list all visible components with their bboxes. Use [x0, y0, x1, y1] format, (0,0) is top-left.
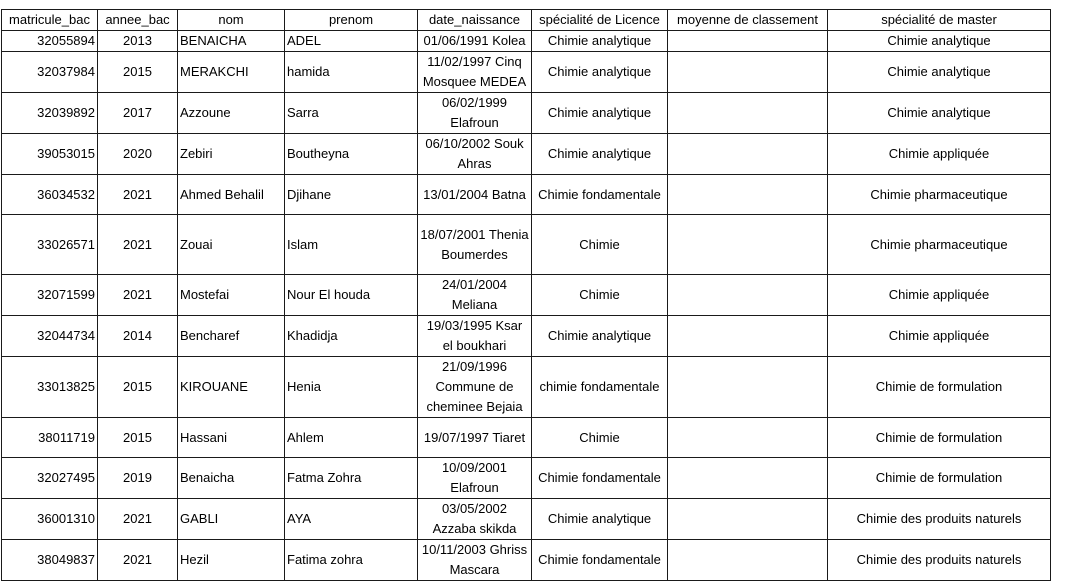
cell-prenom[interactable]: hamida — [285, 52, 418, 93]
cell-moyenne-classement[interactable] — [668, 134, 828, 175]
cell-nom[interactable]: Ahmed Behalil — [178, 175, 285, 215]
cell-date-naissance[interactable]: 24/01/2004 Meliana — [418, 275, 532, 316]
cell-specialite-master[interactable]: Chimie des produits naturels — [828, 499, 1051, 540]
cell-matricule-bac[interactable]: 39053015 — [2, 134, 98, 175]
cell-matricule-bac[interactable]: 32071599 — [2, 275, 98, 316]
cell-annee-bac[interactable]: 2015 — [98, 357, 178, 418]
cell-annee-bac[interactable]: 2014 — [98, 316, 178, 357]
table-row — [2, 52, 1051, 93]
cell-nom[interactable]: MERAKCHI — [178, 52, 285, 93]
cell-specialite-master[interactable]: Chimie de formulation — [828, 458, 1051, 499]
cell-nom[interactable]: Bencharef — [178, 316, 285, 357]
cell-annee-bac[interactable]: 2015 — [98, 52, 178, 93]
cell-specialite-master[interactable]: Chimie appliquée — [828, 316, 1051, 357]
cell-date-naissance[interactable]: 11/02/1997 Cinq Mosquee MEDEA — [418, 52, 532, 93]
cell-matricule-bac[interactable]: 32027495 — [2, 458, 98, 499]
cell-specialite-master[interactable]: Chimie de formulation — [828, 418, 1051, 458]
table-row — [2, 31, 1051, 52]
cell-date-naissance[interactable]: 19/03/1995 Ksar el boukhari — [418, 316, 532, 357]
cell-specialite-licence[interactable]: Chimie analytique — [532, 52, 668, 93]
cell-nom[interactable]: Hassani — [178, 418, 285, 458]
cell-matricule-bac[interactable]: 38049837 — [2, 540, 98, 581]
cell-specialite-licence[interactable]: Chimie fondamentale — [532, 540, 668, 581]
cell-moyenne-classement[interactable] — [668, 31, 828, 52]
cell-prenom[interactable]: Henia — [285, 357, 418, 418]
cell-matricule-bac[interactable]: 32044734 — [2, 316, 98, 357]
cell-moyenne-classement[interactable] — [668, 316, 828, 357]
cell-nom[interactable]: Azzoune — [178, 93, 285, 134]
cell-specialite-licence[interactable]: Chimie — [532, 275, 668, 316]
cell-moyenne-classement[interactable] — [668, 418, 828, 458]
cell-nom[interactable]: Mostefai — [178, 275, 285, 316]
students-table — [1, 9, 1051, 581]
table-row — [2, 275, 1051, 316]
cell-matricule-bac[interactable]: 32037984 — [2, 52, 98, 93]
cell-matricule-bac[interactable]: 32039892 — [2, 93, 98, 134]
cell-prenom[interactable]: Boutheyna — [285, 134, 418, 175]
table-row — [2, 316, 1051, 357]
column-header-specialite-master[interactable]: spécialité de master — [828, 10, 1051, 31]
cell-date-naissance[interactable]: 06/02/1999 Elafroun — [418, 93, 532, 134]
table-row — [2, 357, 1051, 418]
cell-date-naissance[interactable]: 18/07/2001 Thenia Boumerdes — [418, 215, 532, 275]
cell-annee-bac[interactable]: 2013 — [98, 31, 178, 52]
cell-specialite-licence[interactable]: Chimie analytique — [532, 499, 668, 540]
cell-prenom[interactable]: Islam — [285, 215, 418, 275]
column-header-prenom[interactable]: prenom — [285, 10, 418, 31]
cell-prenom[interactable]: Fatma Zohra — [285, 458, 418, 499]
cell-prenom[interactable]: Nour El houda — [285, 275, 418, 316]
cell-specialite-master[interactable]: Chimie pharmaceutique — [828, 215, 1051, 275]
table-row — [2, 215, 1051, 275]
cell-date-naissance[interactable]: 06/10/2002 Souk Ahras — [418, 134, 532, 175]
cell-matricule-bac[interactable]: 33026571 — [2, 215, 98, 275]
cell-nom[interactable]: BENAICHA — [178, 31, 285, 52]
cell-matricule-bac[interactable]: 38011719 — [2, 418, 98, 458]
table-row — [2, 499, 1051, 540]
cell-nom[interactable]: Benaicha — [178, 458, 285, 499]
cell-prenom[interactable]: AYA — [285, 499, 418, 540]
table-row — [2, 175, 1051, 215]
cell-specialite-licence[interactable]: Chimie — [532, 215, 668, 275]
cell-date-naissance[interactable]: 19/07/1997 Tiaret — [418, 418, 532, 458]
cell-specialite-master[interactable]: Chimie appliquée — [828, 275, 1051, 316]
cell-specialite-master[interactable]: Chimie de formulation — [828, 357, 1051, 418]
cell-moyenne-classement[interactable] — [668, 275, 828, 316]
cell-prenom[interactable]: Sarra — [285, 93, 418, 134]
cell-specialite-licence[interactable]: Chimie analytique — [532, 134, 668, 175]
column-header-specialite-licence[interactable]: spécialité de Licence — [532, 10, 668, 31]
cell-specialite-licence[interactable]: Chimie fondamentale — [532, 458, 668, 499]
cell-prenom[interactable]: Ahlem — [285, 418, 418, 458]
column-header-annee-bac[interactable]: annee_bac — [98, 10, 178, 31]
cell-matricule-bac[interactable]: 33013825 — [2, 357, 98, 418]
cell-specialite-master[interactable]: Chimie analytique — [828, 31, 1051, 52]
cell-specialite-licence[interactable]: Chimie analytique — [532, 316, 668, 357]
cell-date-naissance[interactable]: 01/06/1991 Kolea — [418, 31, 532, 52]
cell-annee-bac[interactable]: 2021 — [98, 175, 178, 215]
column-header-matricule-bac[interactable]: matricule_bac — [2, 10, 98, 31]
cell-nom[interactable]: Zouai — [178, 215, 285, 275]
cell-specialite-master[interactable]: Chimie appliquée — [828, 134, 1051, 175]
cell-nom[interactable]: Zebiri — [178, 134, 285, 175]
cell-specialite-licence[interactable]: Chimie analytique — [532, 31, 668, 52]
header-row — [2, 10, 1051, 31]
cell-moyenne-classement[interactable] — [668, 175, 828, 215]
cell-prenom[interactable]: Khadidja — [285, 316, 418, 357]
cell-moyenne-classement[interactable] — [668, 52, 828, 93]
cell-nom[interactable]: Hezil — [178, 540, 285, 581]
cell-matricule-bac[interactable]: 32055894 — [2, 31, 98, 52]
cell-specialite-licence[interactable]: Chimie — [532, 418, 668, 458]
cell-annee-bac[interactable]: 2021 — [98, 540, 178, 581]
cell-annee-bac[interactable]: 2020 — [98, 134, 178, 175]
cell-moyenne-classement[interactable] — [668, 93, 828, 134]
cell-specialite-master[interactable]: Chimie analytique — [828, 93, 1051, 134]
cell-annee-bac[interactable]: 2019 — [98, 458, 178, 499]
cell-date-naissance[interactable]: 13/01/2004 Batna — [418, 175, 532, 215]
table-row — [2, 540, 1051, 581]
column-header-date-naissance[interactable]: date_naissance — [418, 10, 532, 31]
cell-date-naissance[interactable]: 21/09/1996 Commune de cheminee Bejaia — [418, 357, 532, 418]
table-row — [2, 418, 1051, 458]
cell-prenom[interactable]: Fatima zohra — [285, 540, 418, 581]
cell-matricule-bac[interactable]: 36001310 — [2, 499, 98, 540]
cell-moyenne-classement[interactable] — [668, 458, 828, 499]
cell-annee-bac[interactable]: 2015 — [98, 418, 178, 458]
cell-moyenne-classement[interactable] — [668, 540, 828, 581]
table-row — [2, 93, 1051, 134]
cell-date-naissance[interactable]: 10/11/2003 Ghriss Mascara — [418, 540, 532, 581]
column-header-nom[interactable]: nom — [178, 10, 285, 31]
cell-matricule-bac[interactable]: 36034532 — [2, 175, 98, 215]
cell-moyenne-classement[interactable] — [668, 215, 828, 275]
table-row — [2, 458, 1051, 499]
cell-specialite-licence[interactable]: Chimie fondamentale — [532, 175, 668, 215]
column-header-moyenne-classement[interactable]: moyenne de classement — [668, 10, 828, 31]
cell-nom[interactable]: KIROUANE — [178, 357, 285, 418]
cell-moyenne-classement[interactable] — [668, 499, 828, 540]
cell-prenom[interactable]: Djihane — [285, 175, 418, 215]
cell-moyenne-classement[interactable] — [668, 357, 828, 418]
cell-specialite-master[interactable]: Chimie pharmaceutique — [828, 175, 1051, 215]
cell-specialite-master[interactable]: Chimie des produits naturels — [828, 540, 1051, 581]
cell-prenom[interactable]: ADEL — [285, 31, 418, 52]
cell-date-naissance[interactable]: 03/05/2002 Azzaba skikda — [418, 499, 532, 540]
cell-specialite-licence[interactable]: Chimie analytique — [532, 93, 668, 134]
cell-annee-bac[interactable]: 2021 — [98, 215, 178, 275]
cell-annee-bac[interactable]: 2017 — [98, 93, 178, 134]
cell-annee-bac[interactable]: 2021 — [98, 275, 178, 316]
cell-date-naissance[interactable]: 10/09/2001 Elafroun — [418, 458, 532, 499]
cell-annee-bac[interactable]: 2021 — [98, 499, 178, 540]
cell-specialite-licence[interactable]: chimie fondamentale — [532, 357, 668, 418]
cell-specialite-master[interactable]: Chimie analytique — [828, 52, 1051, 93]
table-row — [2, 134, 1051, 175]
cell-nom[interactable]: GABLI — [178, 499, 285, 540]
